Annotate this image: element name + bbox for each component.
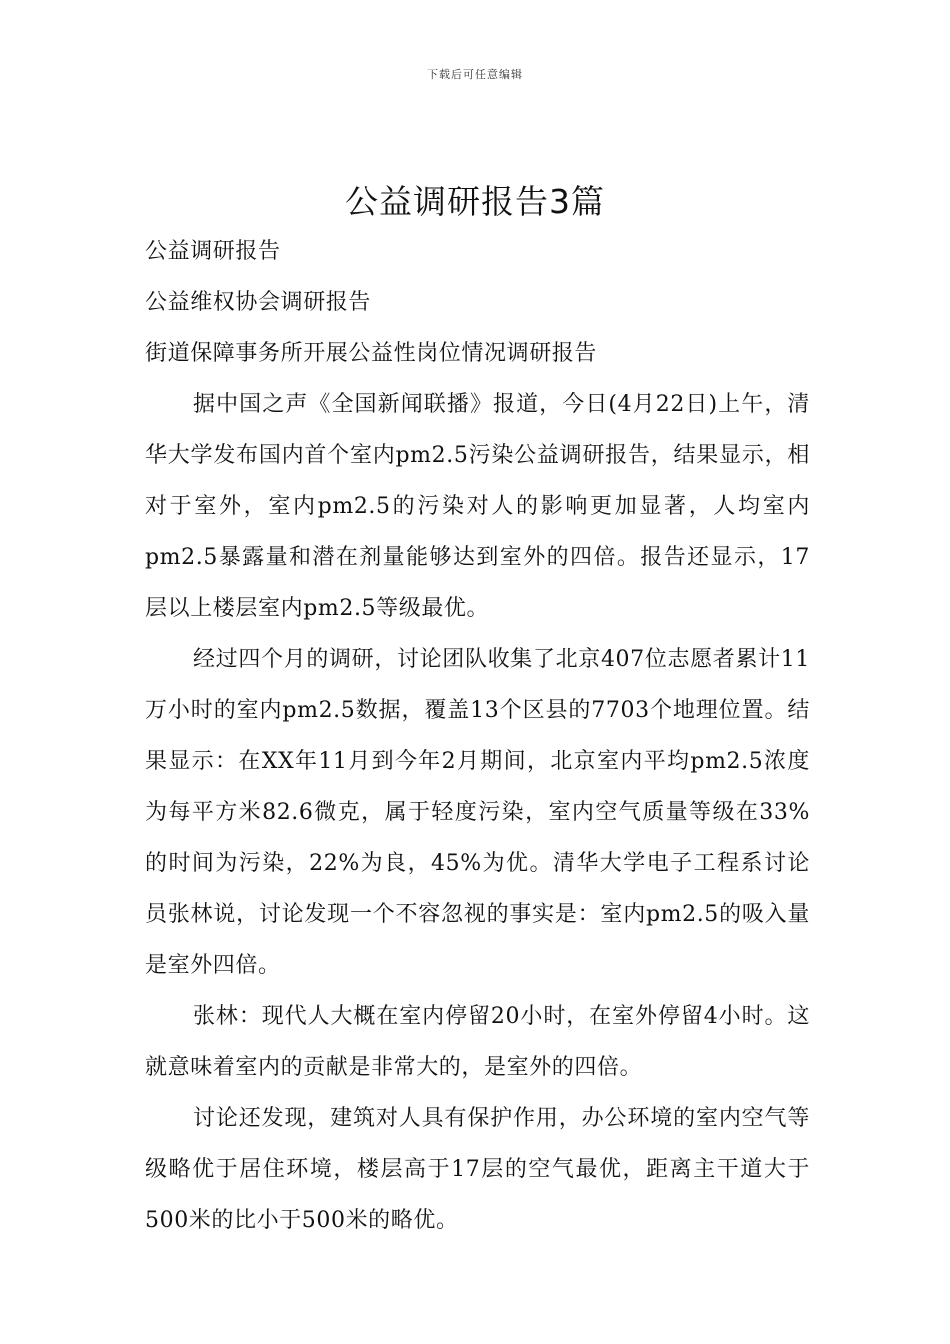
paragraph-1: 据中国之声《全国新闻联播》报道，今日(4月22日)上午，清华大学发布国内首个室内pm2.5污染公益调研报告，结果显示，相对于室外，室内pm2.5的污染对人的影响更加显著，人均室内pm2.5暴露量和潜在剂量能够达到室外的四倍。报告还显示，17层以上楼层室内pm2.5等级最优。	[145, 392, 810, 621]
subtitle-1: 公益调研报告	[145, 239, 281, 264]
header-note: 下载后可任意编辑	[427, 68, 523, 81]
document-title: 公益调研报告3篇	[345, 182, 605, 221]
subtitle-3: 街道保障事务所开展公益性岗位情况调研报告	[145, 341, 598, 366]
paragraph-3: 张林：现代人大概在室内停留20小时，在室外停留4小时。这就意味着室内的贡献是非常大的，是室外的四倍。	[145, 1004, 810, 1080]
subtitle-2: 公益维权协会调研报告	[145, 290, 372, 315]
document-body	[145, 226, 810, 1246]
paragraph-2: 经过四个月的调研，讨论团队收集了北京407位志愿者累计11万小时的室内pm2.5数据，覆盖13个区县的7703个地理位置。结果显示：在XX年11月到今年2月期间，北京室内平均pm2.5浓度为每平方米82.6微克，属于轻度污染，室内空气质量等级在33%的时间为污染，22%为良，45%为优。清华大学电子工程系讨论员张林说，讨论发现一个不容忽视的事实是：室内pm2.5的吸入量是室外四倍。	[145, 647, 810, 978]
paragraph-4: 讨论还发现，建筑对人具有保护作用，办公环境的室内空气等级略优于居住环境，楼层高于17层的空气最优，距离主干道大于500米的比小于500米的略优。	[145, 1106, 810, 1233]
